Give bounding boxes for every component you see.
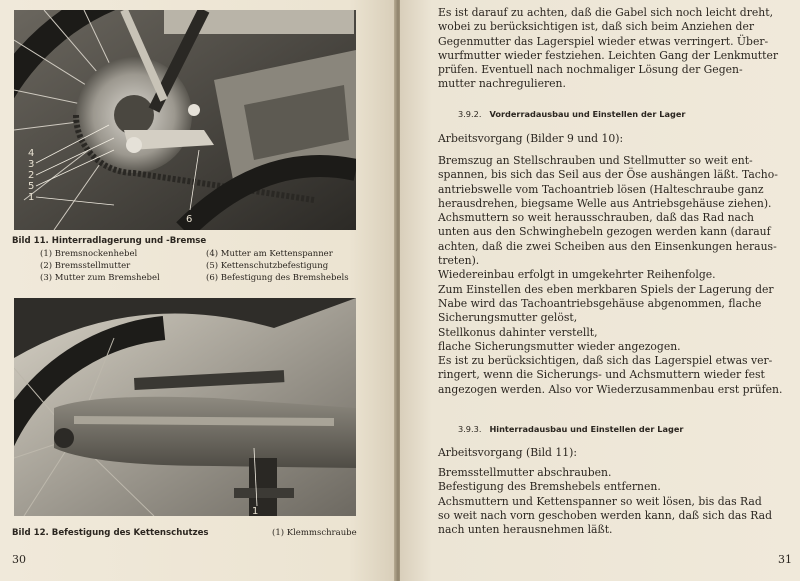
figure11-legend-col2 — [206, 248, 349, 284]
text-line: Nabe wird das Tachoantriebsgehäuse abgenommen, flache — [438, 296, 762, 310]
intro-paragraph — [438, 6, 788, 92]
text-line: antriebswelle vom Tachoantrieb lösen (Halteschraube ganz — [438, 182, 764, 196]
text-line: herausdrehen, biegsame Welle aus Antriebsgehäuse ziehen). — [438, 196, 772, 210]
text-line: Wiedereinbau erfolgt in umgekehrter Reihenfolge. — [438, 268, 716, 282]
text-line: wurfmutter wieder festziehen. Leichten Gang der Lenkmutter — [438, 48, 778, 62]
callout-1: 1 — [28, 192, 35, 203]
text-line: ringert, wenn die Sicherungs- und Achsmuttern wieder fest — [438, 368, 765, 382]
figure12-callout-1: 1 — [252, 506, 259, 516]
legend-item: (1) Bremsnockenhebel — [40, 249, 138, 259]
callout-3: 3 — [28, 159, 35, 170]
text-line: so weit nach vorn geschoben werden kann, daß sich das Rad — [438, 508, 773, 522]
legend-item: (4) Mutter am Kettenspanner — [206, 249, 333, 259]
page-number-left: 30 — [12, 553, 26, 566]
figure11-photo — [14, 10, 356, 230]
callout-6: 6 — [186, 214, 193, 225]
text-line: Gegenmutter das Lagerspiel wieder etwas verringert. Über- — [438, 34, 769, 48]
section2-lead: Arbeitsvorgang (Bild 11): — [438, 446, 577, 459]
figure12-photo — [14, 298, 356, 516]
figure12-legend: (1) Klemmschraube — [272, 528, 357, 538]
text-line: Achsmuttern und Kettenspanner so weit lösen, bis das Rad — [438, 494, 762, 508]
text-line: Stellkonus dahinter verstellt, — [438, 325, 598, 339]
text-line: Es ist zu berücksichtigen, daß sich das Lagerspiel etwas ver- — [438, 354, 773, 368]
text-line: Zum Einstellen des eben merkbaren Spiels der Lagerung der — [438, 282, 774, 296]
section2-body — [438, 466, 788, 537]
legend-item: (3) Mutter zum Bremshebel — [40, 273, 160, 283]
text-line: Bremszug an Stellschrauben und Stellmutter so weit ent- — [438, 154, 753, 167]
page-number-right: 31 — [778, 553, 792, 566]
section-heading-392 — [458, 109, 685, 119]
section-number: 3.9.3. — [458, 424, 482, 434]
callout-5: 5 — [28, 181, 35, 192]
section-title: Vorderradausbau und Einstellen der Lager — [489, 109, 686, 119]
text-line: treten). — [438, 254, 480, 268]
figure11-legend-col1 — [40, 248, 160, 284]
text-line: achten, daß die zwei Scheiben aus den Einsenkungen heraus- — [438, 239, 777, 253]
text-line: prüfen. Eventuell nach nochmaliger Lösung der Gegen- — [438, 63, 743, 77]
text-line: Bremsstellmutter abschrauben. — [438, 466, 612, 479]
section-heading-393 — [458, 424, 683, 434]
legend-item: (6) Befestigung des Bremshebels — [206, 273, 349, 283]
text-line: angezogen werden. Also vor Wiederzusammenbau erst prüfen. — [438, 382, 783, 396]
text-line: Achsmuttern so weit herausschrauben, daß das Rad nach — [438, 211, 754, 225]
section-title: Hinterradausbau und Einstellen der Lager — [489, 424, 684, 434]
section1-lead: Arbeitsvorgang (Bilder 9 und 10): — [438, 132, 624, 145]
callout-2: 2 — [28, 170, 35, 181]
callout-4: 4 — [28, 148, 35, 159]
figure11-title: Bild 11. Hinterradlagerung und -Bremse — [12, 236, 207, 246]
legend-item: (2) Bremsstellmutter — [40, 261, 131, 271]
section1-body — [438, 154, 788, 397]
section-number: 3.9.2. — [458, 109, 482, 119]
text-line: Befestigung des Bremshebels entfernen. — [438, 480, 661, 494]
legend-item: (5) Kettenschutzbefestigung — [206, 261, 329, 271]
figure12-title: Bild 12. Befestigung des Kettenschutzes — [12, 528, 209, 538]
right-page — [400, 0, 800, 581]
text-line: nach unten herausnehmen läßt. — [438, 523, 613, 537]
text-line: flache Sicherungsmutter wieder angezogen. — [438, 339, 681, 353]
left-page — [0, 0, 396, 581]
text-line: spannen, bis sich das Seil aus der Öse aushängen läßt. Tacho- — [438, 168, 778, 182]
text-line: Sicherungsmutter gelöst, — [438, 311, 578, 325]
text-line: wobei zu berücksichtigen ist, daß sich beim Anziehen der — [438, 20, 754, 34]
text-line: mutter nachregulieren. — [438, 77, 566, 91]
text-line: unten aus den Schwinghebeln gezogen werden kann (darauf — [438, 225, 771, 239]
text-line: Es ist darauf zu achten, daß die Gabel sich noch leicht dreht, — [438, 6, 773, 19]
